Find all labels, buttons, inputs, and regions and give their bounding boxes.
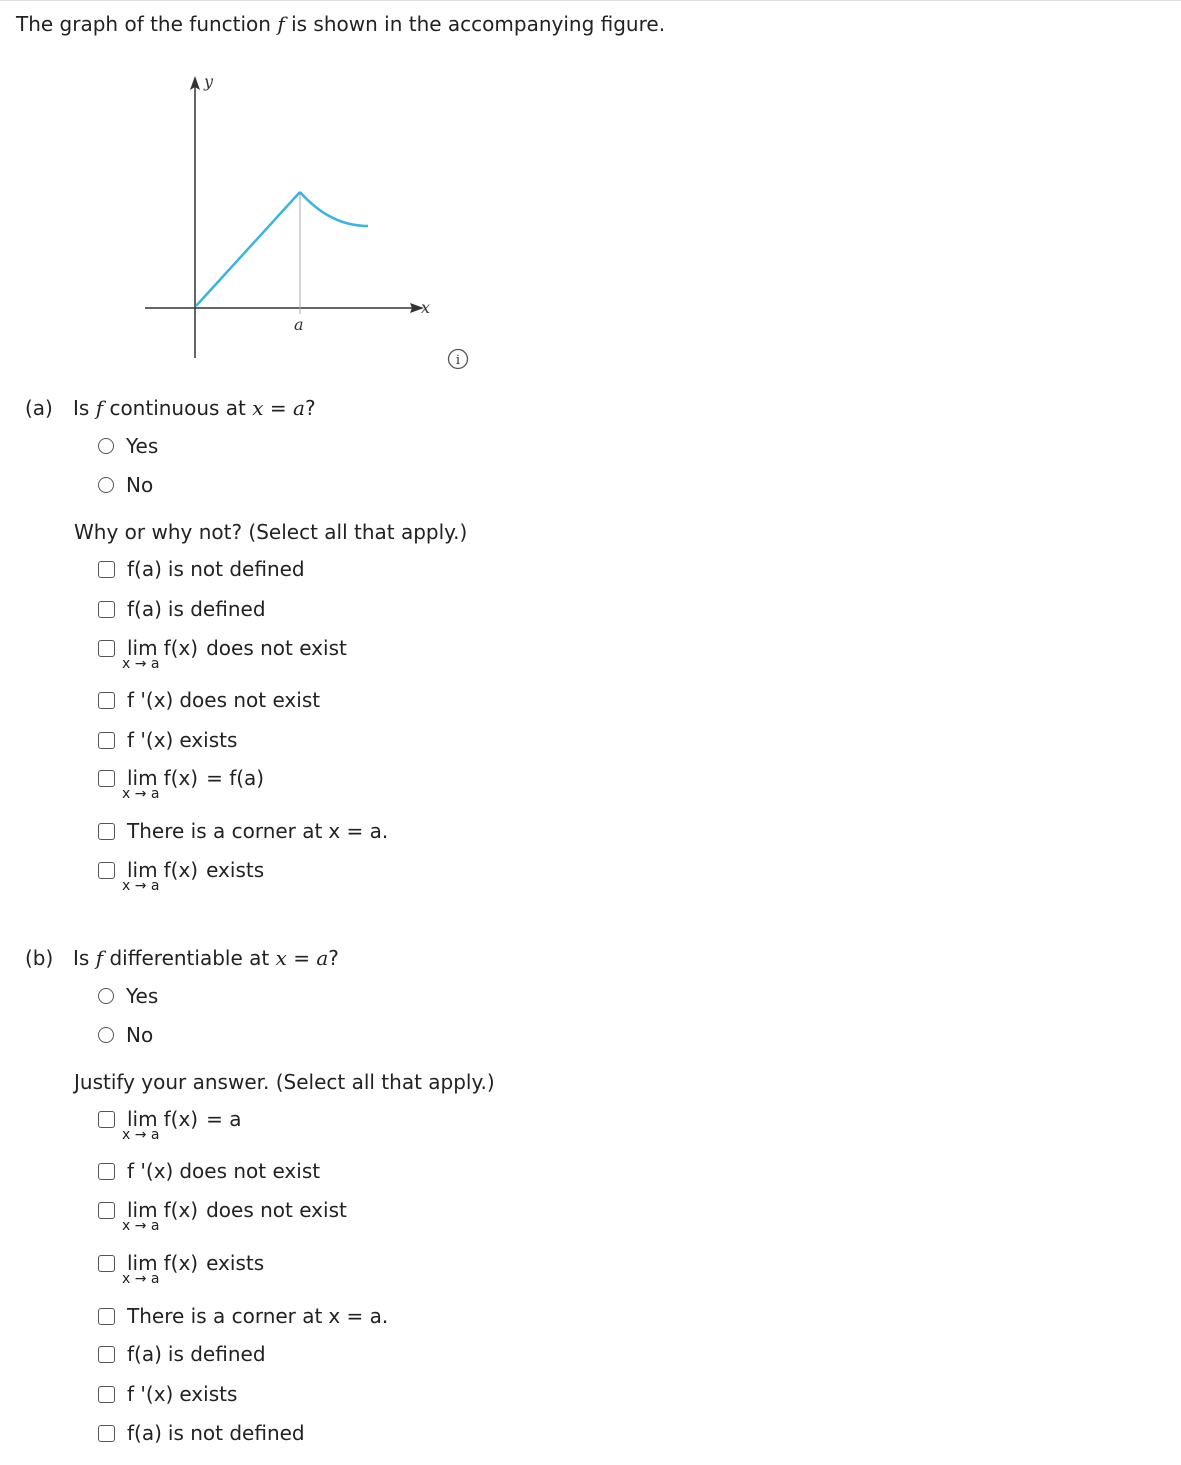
- part-b-yes-radio[interactable]: Yes: [98, 984, 158, 1008]
- checkbox-icon[interactable]: [98, 770, 115, 787]
- part-b-reason-6[interactable]: f(a) is defined: [98, 1342, 266, 1366]
- part-b-no-radio[interactable]: No: [98, 1023, 153, 1047]
- part-a-reason-7[interactable]: There is a corner at x = a.: [98, 819, 388, 843]
- svg-text:i: i: [455, 353, 461, 368]
- part-a-why: Why or why not? (Select all that apply.): [74, 520, 468, 544]
- part-a-reason-5[interactable]: f '(x) exists: [98, 728, 237, 752]
- top-divider: [0, 0, 1181, 1]
- radio-icon[interactable]: [98, 477, 114, 493]
- part-b-reason-5[interactable]: There is a corner at x = a.: [98, 1304, 388, 1328]
- checkbox-icon[interactable]: [98, 823, 115, 840]
- radio-icon[interactable]: [98, 988, 114, 1004]
- linear-segment: [196, 192, 300, 306]
- checkbox-icon[interactable]: [98, 601, 115, 618]
- part-a-reason-8[interactable]: lim x → a f(x) exists: [98, 858, 264, 882]
- part-b-reason-1[interactable]: lim x → a f(x) = a: [98, 1107, 241, 1131]
- a-tick-label: a: [294, 315, 304, 334]
- checkbox-icon[interactable]: [98, 1163, 115, 1180]
- checkbox-icon[interactable]: [98, 1255, 115, 1272]
- part-a-yes-radio[interactable]: Yes: [98, 434, 158, 458]
- part-a-reason-3[interactable]: lim x → a f(x) does not exist: [98, 636, 347, 660]
- part-b-reason-3[interactable]: lim x → a f(x) does not exist: [98, 1198, 347, 1222]
- part-b-reason-2[interactable]: f '(x) does not exist: [98, 1159, 320, 1183]
- curve-segment: [300, 192, 368, 226]
- checkbox-icon[interactable]: [98, 862, 115, 879]
- y-label: y: [204, 72, 214, 91]
- part-a-question: (a) Is f continuous at x = a?: [25, 396, 316, 420]
- part-a-reason-1[interactable]: f(a) is not defined: [98, 557, 305, 581]
- checkbox-icon[interactable]: [98, 1346, 115, 1363]
- x-label: x: [421, 298, 431, 317]
- checkbox-icon[interactable]: [98, 692, 115, 709]
- checkbox-icon[interactable]: [98, 1202, 115, 1219]
- intro-text: The graph of the function f is shown in the accompanying figure.: [16, 12, 666, 36]
- part-b-reason-4[interactable]: lim x → a f(x) exists: [98, 1251, 264, 1275]
- part-b-reason-7[interactable]: f '(x) exists: [98, 1382, 237, 1406]
- info-icon[interactable]: [447, 348, 469, 370]
- part-b-reason-8[interactable]: f(a) is not defined: [98, 1421, 305, 1445]
- part-a-reason-6[interactable]: lim x → a f(x) = f(a): [98, 766, 264, 790]
- checkbox-icon[interactable]: [98, 1425, 115, 1442]
- radio-icon[interactable]: [98, 438, 114, 454]
- checkbox-icon[interactable]: [98, 1111, 115, 1128]
- checkbox-icon[interactable]: [98, 1386, 115, 1403]
- checkbox-icon[interactable]: [98, 1308, 115, 1325]
- radio-icon[interactable]: [98, 1027, 114, 1043]
- part-b-why: Justify your answer. (Select all that apply.): [74, 1070, 495, 1094]
- part-a-reason-4[interactable]: f '(x) does not exist: [98, 688, 320, 712]
- part-a-reason-2[interactable]: f(a) is defined: [98, 597, 266, 621]
- checkbox-icon[interactable]: [98, 561, 115, 578]
- checkbox-icon[interactable]: [98, 732, 115, 749]
- part-b-question: (b) Is f differentiable at x = a?: [25, 946, 339, 970]
- function-graph: [140, 68, 440, 368]
- part-a-no-radio[interactable]: No: [98, 473, 153, 497]
- checkbox-icon[interactable]: [98, 640, 115, 657]
